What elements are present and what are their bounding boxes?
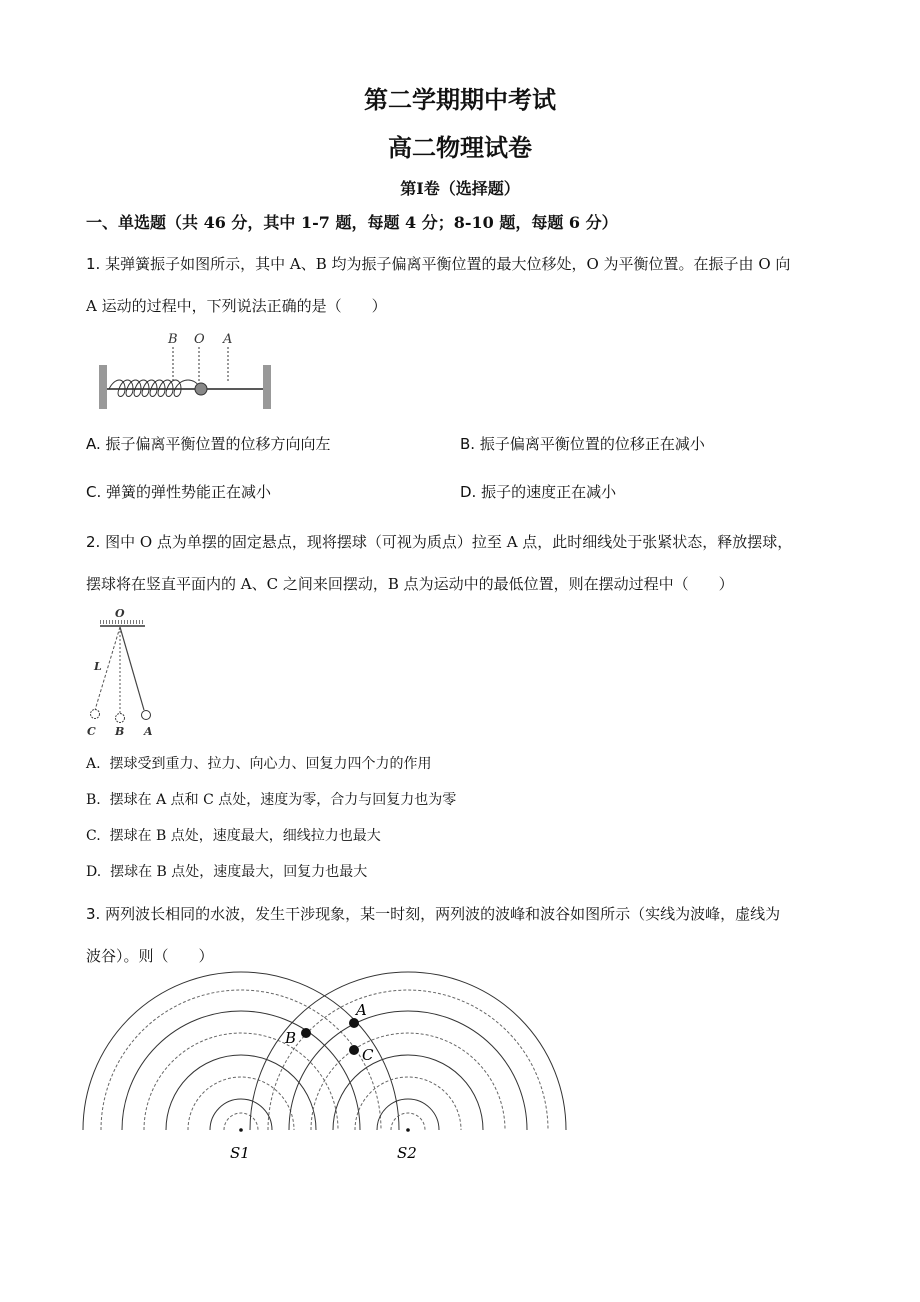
crest-arc [122, 1011, 360, 1130]
crest-arc [377, 1099, 439, 1130]
label-s1: S1 [230, 1144, 250, 1162]
point-b [301, 1028, 311, 1038]
trough-arc [355, 1077, 461, 1130]
label-a: A [356, 1001, 367, 1019]
question-1-line2: A 运动的过程中，下列说法正确的是（ ） [86, 297, 387, 315]
exam-title: 第二学期期中考试 [364, 85, 556, 114]
crest-arc [333, 1055, 483, 1130]
question-2-line1: 2. 图中 O 点为单摆的固定悬点，现将摆球（可视为质点）拉至 A 点，此时细线处于张紧状态，释放摆球， [86, 533, 793, 551]
q1-option-c[interactable]: C. 弹簧的弹性势能正在减小 [86, 483, 272, 501]
label-a: A [144, 725, 153, 738]
q2-option-a[interactable]: A. 摆球受到重力、拉力、向心力、回复力四个力的作用 [86, 756, 432, 772]
trough-arc [311, 1033, 505, 1130]
q2-option-d[interactable]: D. 摆球在 B 点处，速度最大，回复力也最大 [86, 864, 368, 880]
label-c: C [87, 725, 96, 738]
label-b: B [168, 332, 178, 347]
q2-option-c[interactable]: C. 摆球在 B 点处，速度最大，细线拉力也最大 [86, 828, 381, 844]
section-heading: 一、单选题（共 46 分，其中 1-7 题，每题 4 分；8-10 题，每题 6 分） [86, 213, 618, 232]
trough-arc [224, 1113, 258, 1130]
point-c [349, 1045, 359, 1055]
label-o: O [115, 607, 125, 620]
question-3-line2: 波谷）。则（ ） [86, 947, 214, 965]
q1-option-b[interactable]: B. 振子偏离平衡位置的位移正在减小 [460, 435, 705, 453]
question-2-line2: 摆球将在竖直平面内的 A、C 之间来回摆动，B 点为运动中的最低位置，则在摆动过程中（ ） [86, 575, 734, 593]
volume-title: 第Ⅰ卷（选择题） [400, 179, 520, 198]
trough-arc [144, 1033, 338, 1130]
label-s2: S2 [397, 1144, 417, 1162]
label-c: C [362, 1046, 374, 1064]
label-b: B [115, 725, 125, 738]
q1-option-d[interactable]: D. 振子的速度正在减小 [460, 483, 617, 501]
label-o: O [194, 332, 205, 347]
label-b: B [285, 1029, 297, 1047]
question-1-line1: 1. 某弹簧振子如图所示，其中 A、B 均为振子偏离平衡位置的最大位移处，O 为平衡位置。在振子由 O 向 [86, 255, 791, 273]
label-a: A [223, 332, 233, 347]
crest-arc [166, 1055, 316, 1130]
point-a [349, 1018, 359, 1028]
trough-arc [391, 1113, 425, 1130]
exam-subtitle: 高二物理试卷 [388, 133, 532, 162]
label-l: L [94, 660, 102, 673]
crest-arc [289, 1011, 527, 1130]
q2-option-b[interactable]: B. 摆球在 A 点和 C 点处，速度为零，合力与回复力也为零 [86, 792, 457, 808]
trough-arc [188, 1077, 294, 1130]
question-3-line1: 3. 两列波长相同的水波，发生干涉现象，某一时刻，两列波的波峰和波谷如图所示（实线为波峰，虚线为 [86, 905, 781, 923]
crest-arc [210, 1099, 272, 1130]
q1-option-a[interactable]: A. 振子偏离平衡位置的位移方向向左 [86, 435, 331, 453]
